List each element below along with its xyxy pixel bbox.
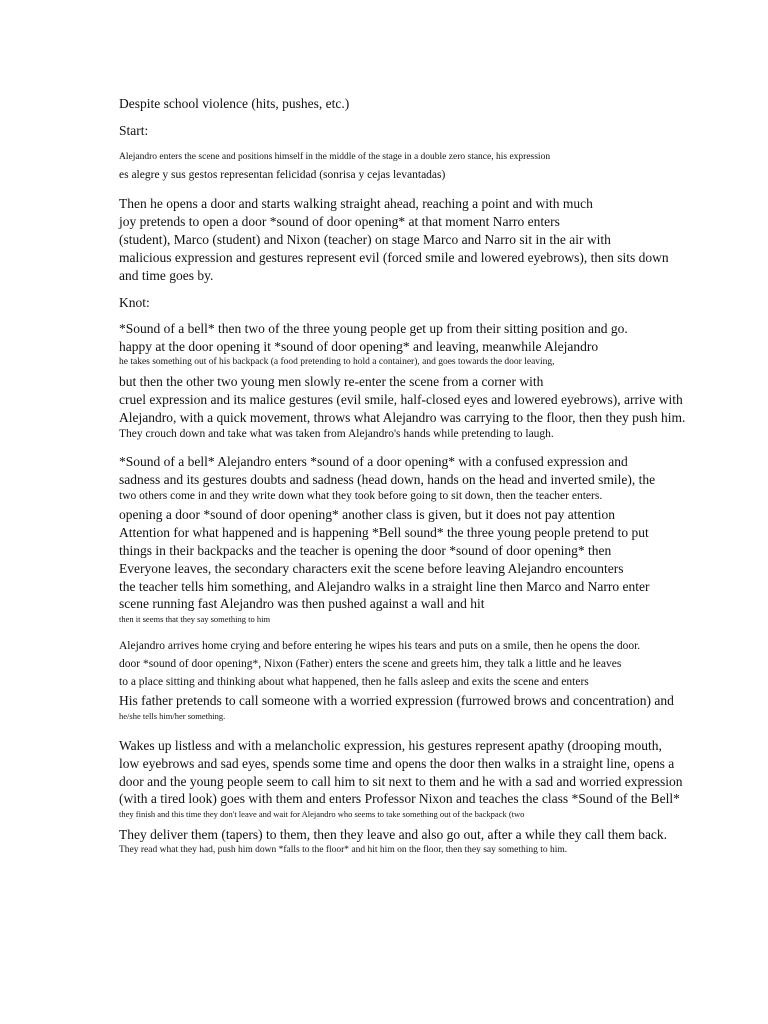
home-line: Alejandro arrives home crying and before entering he wipes his tears and puts on a smile, then he opens the door. (119, 640, 641, 652)
paragraph-line: malicious expression and gestures represent evil (forced smile and lowered eyebrows), then sits down (119, 250, 669, 265)
home-line: door *sound of door opening*, Nixon (Father) enters the scene and greets him, they talk a little and he leaves (119, 658, 622, 670)
home-line: to a place sitting and thinking about what happened, then he falls asleep and exits the scene and enters (119, 676, 589, 688)
knot-line: two others come in and they write down what they took before going to sit down, then the teacher enters. (119, 490, 603, 502)
knot-line: then it seems that they say something to him (119, 614, 271, 624)
knot-heading: Knot: (119, 295, 150, 310)
paragraph-line: joy pretends to open a door *sound of door opening* at that moment Narro enters (119, 214, 560, 229)
start-line: Alejandro enters the scene and positions himself in the middle of the stage in a double zero stance, his expression (119, 152, 551, 162)
knot-line: scene running fast Alejandro was then pushed against a wall and hit (119, 596, 485, 611)
paragraph-line: Then he opens a door and starts walking straight ahead, reaching a point and with much (119, 196, 593, 211)
knot-line: cruel expression and its malice gestures (evil smile, half-closed eyes and lowered eyebrows), arrive with (119, 392, 683, 407)
wake-line: door and the young people seem to call him to sit next to them and he with a sad and worried expression (119, 774, 683, 789)
knot-line: They crouch down and take what was taken from Alejandro's hands while pretending to laugh. (119, 428, 554, 440)
knot-line: opening a door *sound of door opening* another class is given, but it does not pay attention (119, 507, 616, 522)
knot-line: happy at the door opening it *sound of door opening* and leaving, meanwhile Alejandro (119, 339, 599, 354)
paragraph-line: (student), Marco (student) and Nixon (teacher) on stage Marco and Narro sit in the air with (119, 232, 611, 247)
knot-line: he takes something out of his backpack (a food pretending to hold a container), and goes towards the door leaving, (119, 357, 555, 367)
knot-line: sadness and its gestures doubts and sadness (head down, hands on the head and inverted smile), the (119, 472, 656, 487)
document-title: Despite school violence (hits, pushes, etc.) (119, 96, 350, 111)
knot-line: things in their backpacks and the teacher is opening the door *sound of door opening* then (119, 543, 612, 558)
wake-line: They deliver them (tapers) to them, then they leave and also go out, after a while they call them back. (119, 827, 668, 842)
knot-line: Everyone leaves, the secondary characters exit the scene before leaving Alejandro encounters (119, 561, 624, 576)
wake-line: they finish and this time they don't leave and wait for Alejandro who seems to take something out of the backpack (two (119, 809, 525, 819)
home-line: His father pretends to call someone with a worried expression (furrowed brows and concentration) and (119, 693, 674, 708)
knot-line: Alejandro, with a quick movement, throws what Alejandro was carrying to the floor, then they push him. (119, 410, 686, 425)
knot-line: Attention for what happened and is happening *Bell sound* the three young people pretend to put (119, 525, 649, 540)
start-line: es alegre y sus gestos representan felicidad (sonrisa y cejas levantadas) (119, 169, 446, 181)
wake-line: Wakes up listless and with a melancholic expression, his gestures represent apathy (drooping mouth, (119, 738, 662, 753)
wake-line: (with a tired look) goes with them and enters Professor Nixon and teaches the class *Sound of the Bell* (119, 791, 680, 806)
knot-line: but then the other two young men slowly re-enter the scene from a corner with (119, 374, 544, 389)
start-heading: Start: (119, 123, 149, 138)
knot-line: *Sound of a bell* then two of the three young people get up from their sitting position and go. (119, 321, 628, 336)
home-line: he/she tells him/her something. (119, 711, 226, 721)
wake-line: low eyebrows and sad eyes, spends some time and opens the door then walks in a straight line, opens a (119, 756, 675, 771)
knot-line: the teacher tells him something, and Alejandro walks in a straight line then Marco and Narro enter (119, 579, 650, 594)
paragraph-line: and time goes by. (119, 268, 214, 283)
wake-line: They read what they had, push him down *falls to the floor* and hit him on the floor, then they say something to him. (119, 845, 568, 855)
knot-line: *Sound of a bell* Alejandro enters *sound of a door opening* with a confused expression and (119, 454, 628, 469)
